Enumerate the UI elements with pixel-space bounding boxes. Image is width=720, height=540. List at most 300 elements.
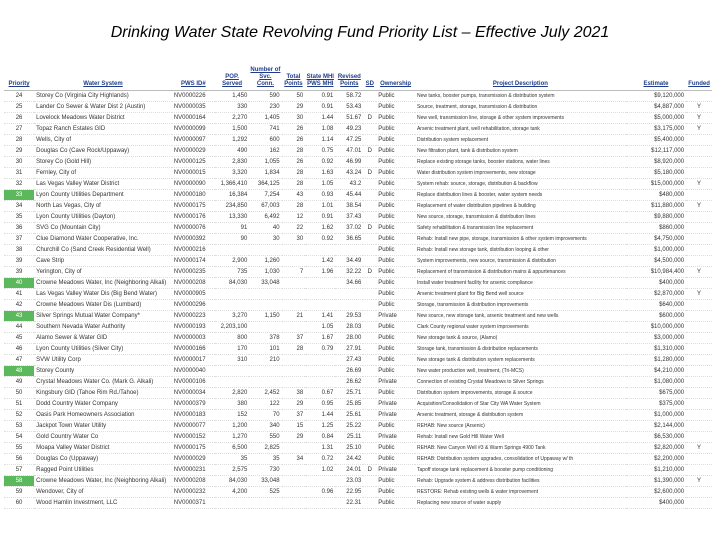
table-header-row [4,66,712,91]
cell-mhi: 1.05 [305,322,335,333]
cell-funded [686,135,712,146]
cell-revised-points: 25.10 [335,443,363,454]
cell-water-system: Ragged Point Utilities [34,465,172,476]
cell-sd [363,91,376,102]
cell-pws-id: NV0000193 [172,322,215,333]
cell-revised-points: 26.62 [335,377,363,388]
cell-mhi: 0.91 [305,102,335,113]
cell-estimate: $8,920,000 [626,157,686,168]
cell-total-points [282,355,306,366]
cell-svc-conn [249,377,281,388]
cell-pws-id: NV0000174 [172,256,215,267]
cell-mhi [305,498,335,509]
cell-pop-served [215,377,249,388]
cell-pws-id: NV0000371 [172,498,215,509]
cell-mhi: 1.62 [305,223,335,234]
cell-project-description: RESTORE: Rehab existing wells & water improvement [415,487,626,498]
cell-funded [686,311,712,322]
cell-sd [363,135,376,146]
table-row[interactable] [4,157,712,168]
cell-sd: D [363,113,376,124]
cell-estimate: $3,000,000 [626,333,686,344]
cell-priority: 29 [4,146,34,157]
cell-pws-id: NV0000040 [172,366,215,377]
col-pws-id[interactable]: PWS ID# [172,66,215,91]
table-row[interactable] [4,201,712,212]
cell-revised-points: 49.23 [335,124,363,135]
cell-total-points: 28 [282,146,306,157]
priority-table [4,66,712,509]
cell-sd: D [363,223,376,234]
cell-estimate: $1,080,000 [626,377,686,388]
cell-pop-served: 1,500 [215,124,249,135]
cell-priority: 24 [4,91,34,102]
cell-project-description: REHAB: New source (Arsenic) [415,421,626,432]
table-row[interactable] [4,234,712,245]
cell-project-description: Storage tank, transmission & distribution replacements [415,344,626,355]
cell-estimate: $10,000,000 [626,322,686,333]
cell-sd [363,333,376,344]
cell-water-system: Wood Hamlin Investment, LLC [34,498,172,509]
table-row[interactable] [4,223,712,234]
cell-total-points: 34 [282,454,306,465]
col-mhi[interactable]: State MHI PWS MHI [305,66,335,91]
cell-ownership: Public [376,443,415,454]
cell-ownership: Public [376,300,415,311]
cell-revised-points: 38.54 [335,201,363,212]
cell-svc-conn: 70 [249,410,281,421]
cell-pop-served: 1,200 [215,421,249,432]
table-row[interactable] [4,377,712,388]
cell-svc-conn: 101 [249,344,281,355]
cell-pop-served: 3,320 [215,168,249,179]
table-row[interactable] [4,498,712,509]
cell-mhi: 1.42 [305,256,335,267]
cell-priority: 48 [4,366,34,377]
cell-pws-id: NV0000035 [172,102,215,113]
table-row[interactable] [4,135,712,146]
table-row[interactable] [4,168,712,179]
table-row[interactable] [4,311,712,322]
cell-priority: 37 [4,234,34,245]
cell-estimate: $2,820,000 [626,443,686,454]
cell-pop-served: 4,200 [215,487,249,498]
cell-estimate: $5,400,000 [626,135,686,146]
cell-project-description: System rehab: source, storage, distribution & backflow [415,179,626,190]
cell-total-points [282,498,306,509]
cell-water-system: Churchill Co (Sand Creek Residential Well) [34,245,172,256]
cell-revised-points: 47.25 [335,135,363,146]
cell-project-description: System improvements, new source, transmission & distribution [415,256,626,267]
cell-estimate: $5,180,000 [626,168,686,179]
col-sd[interactable]: SD [363,66,376,91]
cell-ownership: Public [376,102,415,113]
cell-funded [686,300,712,311]
cell-project-description: REHAB: New Canyon Well #3 & Warm Springs 4900 Tank [415,443,626,454]
cell-pws-id: NV0000166 [172,344,215,355]
cell-estimate: $1,310,000 [626,344,686,355]
table-row[interactable] [4,245,712,256]
cell-funded [686,278,712,289]
cell-total-points [282,278,306,289]
cell-total-points: 50 [282,91,306,102]
table-row[interactable] [4,91,712,102]
cell-sd [363,399,376,410]
cell-total-points [282,377,306,388]
cell-funded [686,322,712,333]
cell-water-system: Lovelock Meadows Water District [34,113,172,124]
cell-svc-conn: 2,452 [249,388,281,399]
cell-ownership: Public [376,256,415,267]
cell-priority: 39 [4,267,34,278]
cell-sd [363,454,376,465]
table-row[interactable] [4,333,712,344]
cell-funded [686,190,712,201]
cell-pop-served: 1,366,410 [215,179,249,190]
cell-svc-conn: 122 [249,399,281,410]
cell-funded [686,421,712,432]
cell-pop-served: 2,203,100 [215,322,249,333]
cell-ownership: Public [376,267,415,278]
table-row[interactable] [4,388,712,399]
cell-mhi: 1.01 [305,201,335,212]
cell-project-description: New storage tank & distribution system replacements [415,355,626,366]
cell-mhi: 0.92 [305,157,335,168]
cell-sd [363,124,376,135]
cell-pws-id: NV0000208 [172,278,215,289]
col-water-system[interactable]: Water System [34,66,172,91]
cell-svc-conn: 590 [249,91,281,102]
cell-mhi [305,300,335,311]
cell-estimate: $2,870,000 [626,289,686,300]
table-row[interactable] [4,267,712,278]
cell-svc-conn: 7,254 [249,190,281,201]
cell-water-system: Wells, City of [34,135,172,146]
cell-mhi: 1.02 [305,465,335,476]
cell-pws-id: NV0000152 [172,432,215,443]
cell-project-description: Arsenic treatment plant, well rehabilitation, storage tank [415,124,626,135]
cell-funded [686,333,712,344]
cell-pop-served [215,300,249,311]
col-priority[interactable]: Priority [4,66,34,91]
cell-total-points: 30 [282,113,306,124]
cell-svc-conn: 2,825 [249,443,281,454]
cell-priority: 31 [4,168,34,179]
cell-total-points: 26 [282,157,306,168]
cell-revised-points: 28.00 [335,333,363,344]
cell-pop-served: 330 [215,102,249,113]
table-row[interactable] [4,410,712,421]
table-row[interactable] [4,322,712,333]
table-row[interactable] [4,212,712,223]
cell-revised-points: 24.01 [335,465,363,476]
cell-revised-points [335,245,363,256]
col-revised-points[interactable]: Revised Points [335,66,363,91]
cell-funded [686,223,712,234]
cell-pop-served: 16,384 [215,190,249,201]
cell-water-system: Yerington, City of [34,267,172,278]
cell-funded: Y [686,124,712,135]
cell-project-description: Storage, transmission & distribution improvements [415,300,626,311]
cell-revised-points: 23.03 [335,476,363,487]
col-project-description[interactable]: Project Description [415,66,626,91]
cell-svc-conn: 35 [249,454,281,465]
table-row[interactable] [4,113,712,124]
cell-sd [363,289,376,300]
cell-water-system: Lander Co Sewer & Water Dist 2 (Austin) [34,102,172,113]
cell-mhi: 0.96 [305,487,335,498]
table-row[interactable] [4,366,712,377]
cell-water-system: Douglas Co (Cave Rock/Uppaway) [34,146,172,157]
cell-mhi: 0.95 [305,399,335,410]
cell-priority: 54 [4,432,34,443]
cell-ownership: Public [376,476,415,487]
cell-funded: Y [686,443,712,454]
cell-total-points: 29 [282,399,306,410]
cell-sd [363,234,376,245]
cell-mhi [305,245,335,256]
cell-sd [363,190,376,201]
cell-mhi: 0.91 [305,212,335,223]
cell-priority: 57 [4,465,34,476]
cell-ownership: Public [376,344,415,355]
cell-total-points [282,366,306,377]
cell-revised-points: 25.71 [335,388,363,399]
cell-pws-id: NV0000183 [172,410,215,421]
cell-funded [686,498,712,509]
cell-estimate: $1,280,000 [626,355,686,366]
cell-pws-id: NV0000905 [172,289,215,300]
cell-funded [686,366,712,377]
cell-water-system: SVW Utility Corp [34,355,172,366]
cell-estimate: $400,000 [626,498,686,509]
cell-total-points: 28 [282,168,306,179]
cell-pws-id: NV0000226 [172,91,215,102]
cell-water-system: Crystal Meadows Water Co. (Mark G. Alkali) [34,377,172,388]
cell-water-system: Las Vegas Valley Water District [34,179,172,190]
cell-project-description: Arsenic treatment plant for Big Bend well source [415,289,626,300]
cell-svc-conn: 1,150 [249,311,281,322]
cell-svc-conn: 33,048 [249,476,281,487]
cell-funded [686,146,712,157]
cell-project-description: REHAB: Distribution system upgrades, consolidation of Uppaway w/ th [415,454,626,465]
cell-project-description: New tanks, booster pumps, transmission & distribution system [415,91,626,102]
cell-revised-points: 27.43 [335,355,363,366]
table-row[interactable] [4,443,712,454]
cell-priority: 41 [4,289,34,300]
cell-sd [363,157,376,168]
cell-pop-served [215,289,249,300]
cell-funded [686,399,712,410]
table-row[interactable] [4,344,712,355]
cell-estimate: $6,530,000 [626,432,686,443]
cell-ownership: Public [376,212,415,223]
cell-funded: Y [686,102,712,113]
cell-ownership: Public [376,179,415,190]
col-total-points[interactable]: Total Points [282,66,306,91]
cell-project-description: Replace existing storage tanks, booster stations, water lines [415,157,626,168]
table-row[interactable] [4,146,712,157]
cell-priority: 52 [4,410,34,421]
col-svc-conn[interactable]: Number of Svc. Conn. [249,66,281,91]
cell-pop-served: 35 [215,454,249,465]
cell-total-points: 12 [282,212,306,223]
cell-sd [363,355,376,366]
table-row[interactable] [4,476,712,487]
table-row[interactable] [4,256,712,267]
col-estimate[interactable]: Estimate [626,66,686,91]
cell-svc-conn: 162 [249,146,281,157]
cell-estimate: $400,000 [626,278,686,289]
cell-pws-id: NV0000029 [172,454,215,465]
cell-project-description: New storage tank & source, (Alamo) [415,333,626,344]
cell-mhi: 0.72 [305,454,335,465]
cell-pws-id: NV0000180 [172,190,215,201]
cell-mhi [305,289,335,300]
cell-funded: Y [686,179,712,190]
cell-project-description: New source, storage, transmission & distribution lines [415,212,626,223]
cell-ownership: Public [376,91,415,102]
cell-priority: 40 [4,278,34,289]
cell-pop-served: 2,830 [215,157,249,168]
cell-water-system: Moapa Valley Water District [34,443,172,454]
cell-pws-id: NV0000175 [172,443,215,454]
table-row[interactable] [4,190,712,201]
cell-priority: 46 [4,344,34,355]
table-row[interactable] [4,289,712,300]
cell-svc-conn: 30 [249,234,281,245]
table-row[interactable] [4,454,712,465]
cell-project-description: Install water treatment facility for arsenic compliance [415,278,626,289]
cell-svc-conn: 1,055 [249,157,281,168]
cell-mhi: 0.67 [305,388,335,399]
table-row[interactable] [4,124,712,135]
cell-pop-served: 3,270 [215,311,249,322]
cell-total-points [282,443,306,454]
col-pop-served[interactable]: POP. Served [215,66,249,91]
cell-estimate: $9,880,000 [626,212,686,223]
cell-mhi: 1.05 [305,179,335,190]
cell-mhi: 1.25 [305,421,335,432]
table-row[interactable] [4,399,712,410]
cell-pop-served: 735 [215,267,249,278]
cell-pws-id: NV0000015 [172,168,215,179]
cell-pop-served: 2,270 [215,113,249,124]
table-row[interactable] [4,102,712,113]
cell-funded: Y [686,201,712,212]
cell-mhi: 1.67 [305,333,335,344]
cell-project-description: Rehab: Install new storage tank, distribution looping & other [415,245,626,256]
cell-revised-points: 22.95 [335,487,363,498]
cell-project-description: Source, treatment, storage, transmission & distribution [415,102,626,113]
cell-sd [363,245,376,256]
cell-water-system: Crowne Meadows Water, Inc (Neighboring Alkali) [34,278,172,289]
cell-svc-conn [249,289,281,300]
cell-svc-conn: 378 [249,333,281,344]
cell-project-description: Water distribution system improvements, new storage [415,168,626,179]
cell-project-description: Tapoff storage tank replacement & booster pump conditioning [415,465,626,476]
cell-priority: 25 [4,102,34,113]
cell-pws-id: NV0000164 [172,113,215,124]
cell-svc-conn: 525 [249,487,281,498]
cell-priority: 47 [4,355,34,366]
cell-total-points: 28 [282,179,306,190]
cell-project-description: Replacing new source of water supply [415,498,626,509]
table-row[interactable] [4,487,712,498]
cell-revised-points: 43.2 [335,179,363,190]
cell-ownership: Public [376,333,415,344]
table-row[interactable] [4,465,712,476]
cell-estimate: $1,210,000 [626,465,686,476]
cell-total-points: 29 [282,102,306,113]
table-row[interactable] [4,355,712,366]
cell-priority: 26 [4,113,34,124]
table-row[interactable] [4,300,712,311]
col-ownership[interactable]: Ownership [376,66,415,91]
cell-pws-id: NV0000003 [172,333,215,344]
cell-priority: 39 [4,256,34,267]
table-row[interactable] [4,278,712,289]
cell-priority: 58 [4,476,34,487]
cell-sd [363,212,376,223]
cell-water-system: Kingsbury GID (Tahoe Rim Rd./Tahoe) [34,388,172,399]
cell-funded [686,465,712,476]
cell-sd [363,443,376,454]
table-row[interactable] [4,421,712,432]
cell-project-description: Replacement of transmission & distribution mains & appurtenances [415,267,626,278]
cell-sd [363,344,376,355]
cell-priority: 43 [4,311,34,322]
cell-svc-conn: 741 [249,124,281,135]
cell-estimate: $3,175,000 [626,124,686,135]
cell-pop-served: 2,575 [215,465,249,476]
cell-pop-served: 152 [215,410,249,421]
table-row[interactable] [4,432,712,443]
col-funded[interactable]: Funded [686,66,712,91]
cell-mhi: 1.44 [305,410,335,421]
cell-project-description: Rehab: Install new Gold Hill Water Well [415,432,626,443]
cell-total-points: 43 [282,190,306,201]
cell-mhi: 0.93 [305,190,335,201]
cell-funded [686,256,712,267]
cell-water-system: Alamo Sewer & Water GID [34,333,172,344]
cell-priority: 49 [4,377,34,388]
cell-estimate: $5,000,000 [626,113,686,124]
cell-priority: 36 [4,223,34,234]
cell-ownership: Private [376,311,415,322]
cell-svc-conn: 1,405 [249,113,281,124]
cell-ownership: Public [376,190,415,201]
cell-pop-served: 84,030 [215,278,249,289]
cell-priority: 38 [4,245,34,256]
cell-ownership: Public [376,454,415,465]
cell-svc-conn: 1,834 [249,168,281,179]
cell-water-system: Jackpot Town Water Utility [34,421,172,432]
cell-funded [686,157,712,168]
cell-sd [363,201,376,212]
cell-pws-id: NV0000034 [172,388,215,399]
cell-funded [686,344,712,355]
cell-priority: 55 [4,443,34,454]
cell-ownership: Public [376,388,415,399]
cell-sd [363,476,376,487]
cell-project-description: New source, new storage tank, arsenic treatment and new wells [415,311,626,322]
cell-pws-id: NV0000090 [172,179,215,190]
cell-funded [686,432,712,443]
cell-mhi: 1.41 [305,311,335,322]
table-row[interactable] [4,179,712,190]
cell-funded [686,377,712,388]
